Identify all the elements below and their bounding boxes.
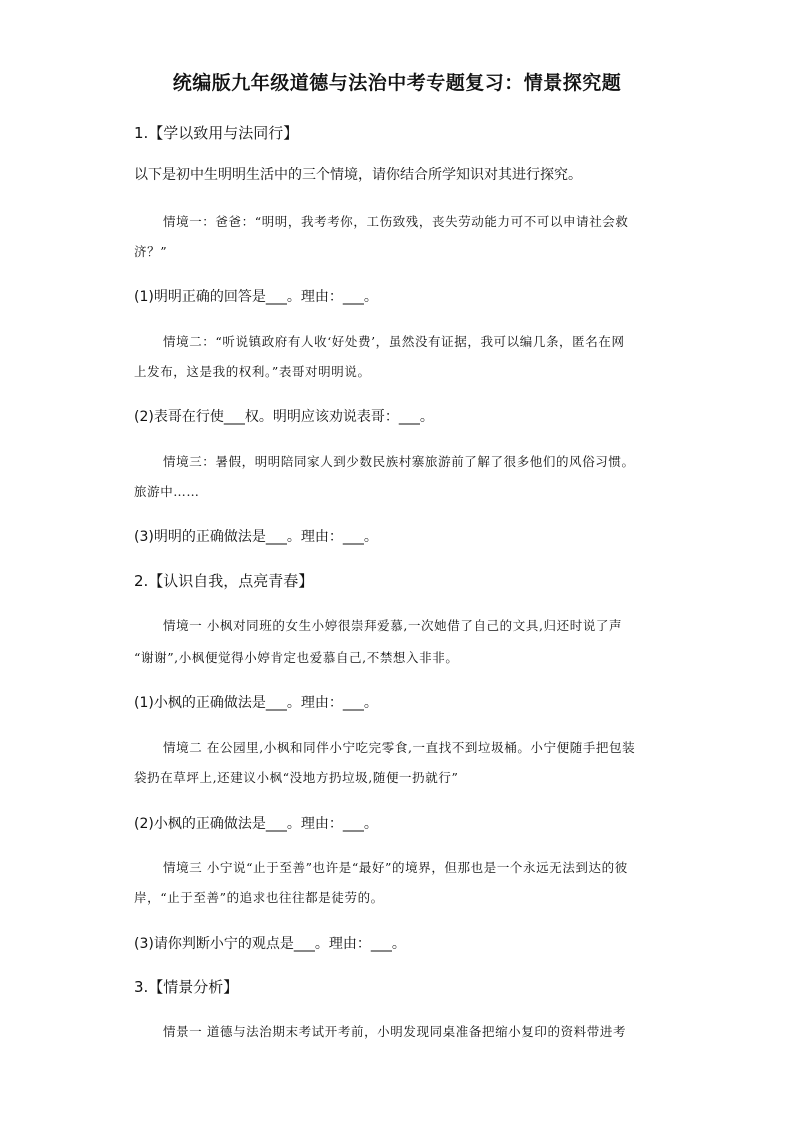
question-1-scene-1-line-1: 情境一：爸爸：“明明，我考考你，工伤致残，丧失劳动能力可不可以申请社会救 <box>163 214 629 229</box>
question-3-scene-1-line-1: 情景一 道德与法治期末考试开考前，小明发现同桌准备把缩小复印的资料带进考 <box>163 1024 627 1039</box>
question-2-scene-1-line-2: “谢谢”,小枫便觉得小婷肯定也爱慕自己,不禁想入非非。 <box>134 650 459 665</box>
question-1-sub-1: (1)明明正确的回答是___。理由：___。 <box>134 289 378 305</box>
question-2-header: 2.【认识自我，点亮青春】 <box>134 572 314 590</box>
question-1-intro: 以下是初中生明明生活中的三个情境，请你结合所学知识对其进行探究。 <box>134 167 582 183</box>
question-1-sub-3: (3)明明的正确做法是___。理由：___。 <box>134 529 378 545</box>
question-2-sub-2: (2)小枫的正确做法是___。理由：___。 <box>134 816 378 832</box>
question-1-scene-3-line-2: 旅游中…… <box>134 484 200 499</box>
question-1-scene-1-line-2: 济？” <box>134 244 168 259</box>
question-2-scene-2-line-1: 情境二 在公园里,小枫和同伴小宁吃完零食,一直找不到垃圾桶。小宁便随手把包装 <box>163 740 636 755</box>
question-3-header: 3.【情景分析】 <box>134 978 239 996</box>
question-2-scene-2-line-2: 袋扔在草坪上,还建议小枫“没地方扔垃圾,随便一扔就行” <box>134 770 459 785</box>
question-2-scene-3-line-2: 岸，“止于至善”的追求也往往都是徒劳的。 <box>134 890 384 905</box>
question-2-sub-1: (1)小枫的正确做法是___。理由：___。 <box>134 695 378 711</box>
question-2-sub-3: (3)请你判断小宁的观点是___。理由：___。 <box>134 936 406 952</box>
question-1-scene-2-line-1: 情境二：“听说镇政府有人收‘好处费’，虽然没有证据，我可以编几条，匿名在网 <box>163 334 625 349</box>
question-1-scene-2-line-2: 上发布，这是我的权利。”表哥对明明说。 <box>134 364 371 379</box>
question-1-sub-2: (2)表哥在行使___权。明明应该劝说表哥：___。 <box>134 409 434 425</box>
question-1-scene-3-line-1: 情境三：暑假，明明陪同家人到少数民族村寨旅游前了解了很多他们的风俗习惯。 <box>163 454 635 469</box>
page-title: 统编版九年级道德与法治中考专题复习：情景探究题 <box>172 72 622 94</box>
question-2-scene-3-line-1: 情境三 小宁说“止于至善”也许是“最好”的境界，但那也是一个永远无法到达的彼 <box>163 860 628 875</box>
question-1-header: 1.【学以致用与法同行】 <box>134 124 299 142</box>
question-2-scene-1-line-1: 情境一 小枫对同班的女生小婷很崇拜爱慕,一次她借了自己的文具,归还时说了声 <box>163 618 623 633</box>
